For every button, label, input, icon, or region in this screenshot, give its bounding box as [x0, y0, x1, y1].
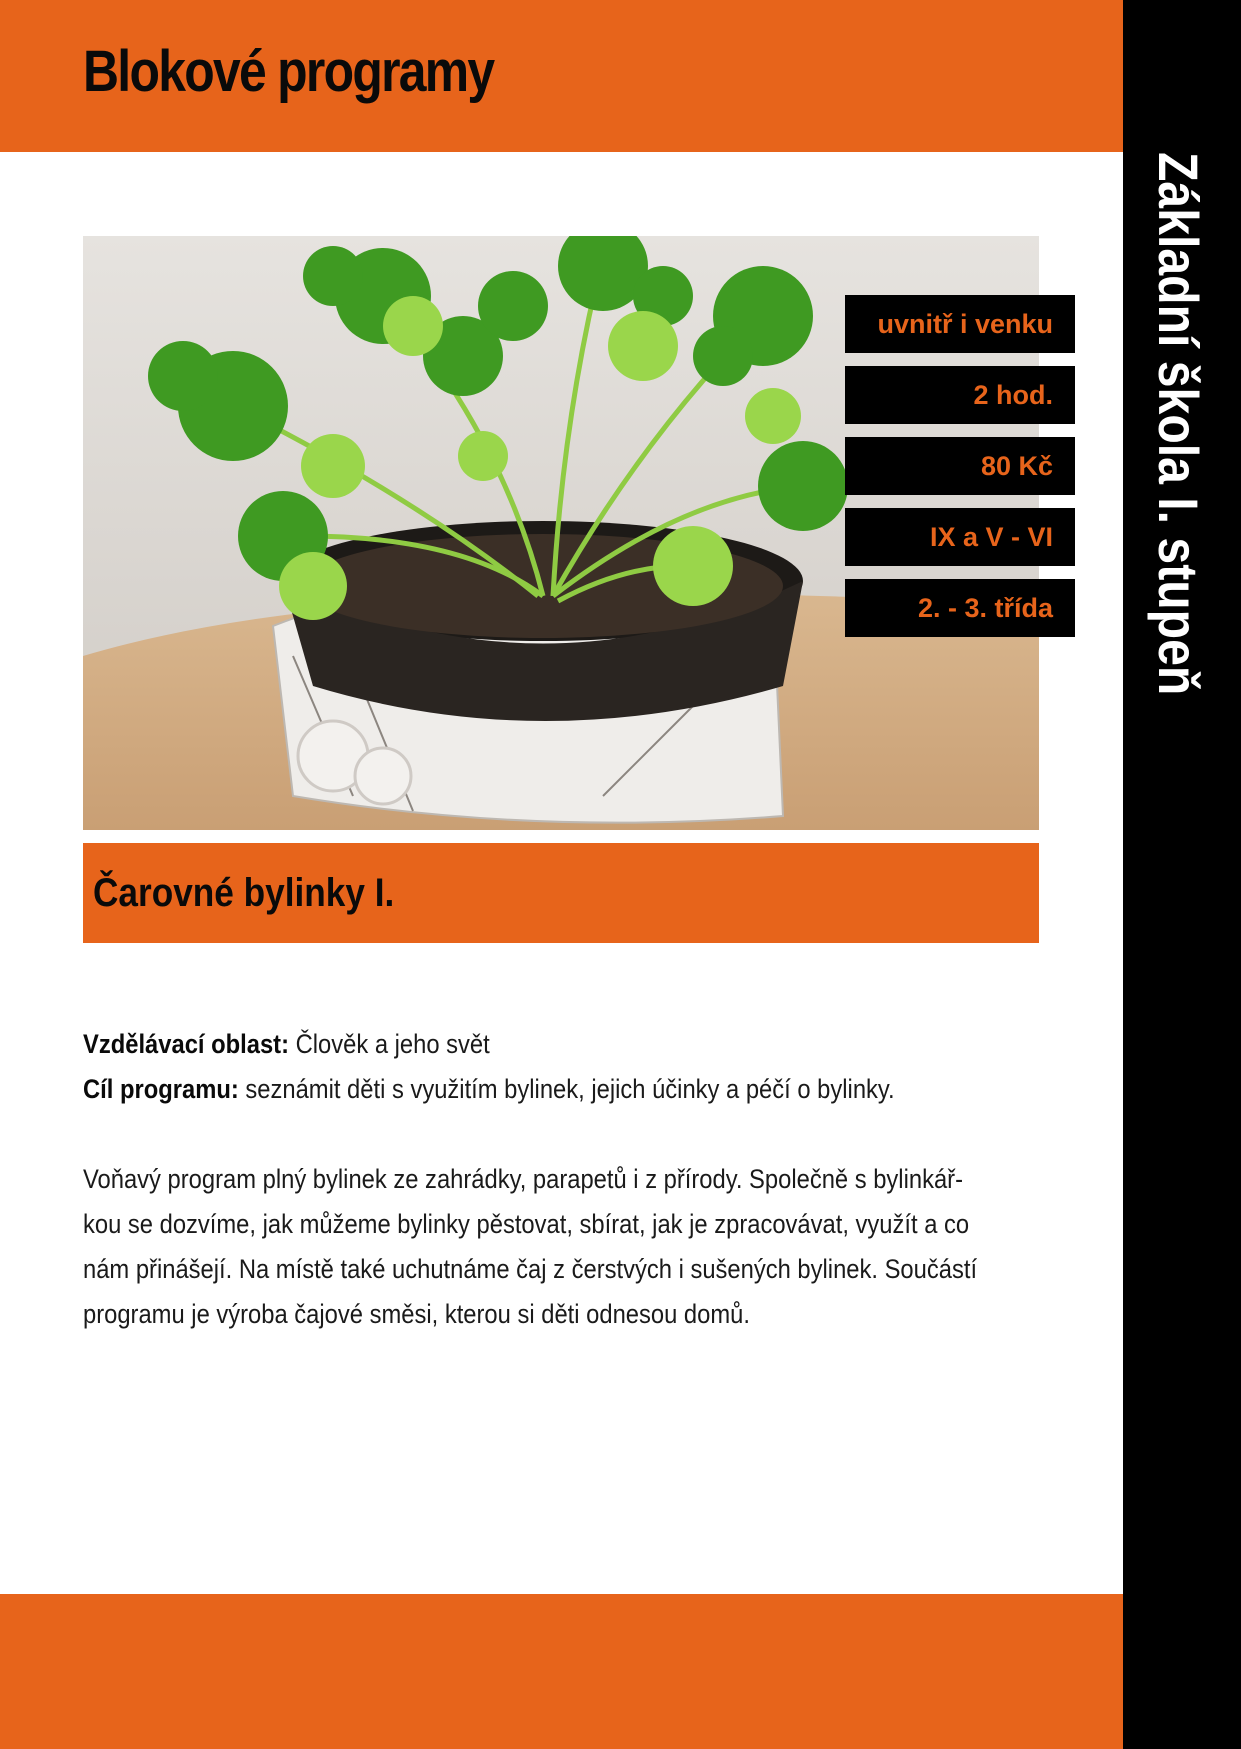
description-line: programu je výroba čajové směsi, kterou si děti odnesou domů.: [83, 1299, 750, 1329]
info-price: 80 Kč: [845, 437, 1075, 495]
info-grade: 2. - 3. třída: [845, 579, 1075, 637]
description-line: Voňavý program plný bylinek ze zahrádky, parapetů i z přírody. Společně s bylinkář-: [83, 1164, 964, 1194]
area-line: [83, 1022, 932, 1067]
program-title: Čarovné bylinky I.: [93, 871, 395, 915]
info-duration: 2 hod.: [845, 366, 1075, 424]
goal-value: seznámit děti s využitím bylinek, jejich účinky a péčí o bylinky.: [238, 1074, 895, 1104]
sidebar-label: Základní škola I. stupeň: [1147, 152, 1210, 696]
goal-label: Cíl programu:: [83, 1074, 239, 1104]
area-label: Vzdělávací oblast:: [83, 1029, 290, 1059]
info-location: uvnitř i venku: [845, 295, 1075, 353]
description-paragraph: [83, 1157, 1048, 1337]
header-band: [0, 0, 1123, 152]
program-title-bar: [83, 843, 1039, 943]
page-title: Blokové programy: [83, 39, 494, 104]
goal-line: [83, 1067, 932, 1112]
footer-band: [0, 1594, 1123, 1749]
info-months: IX a V - VI: [845, 508, 1075, 566]
description-line: kou se dozvíme, jak můžeme bylinky pěstovat, sbírat, jak je zpracovávat, využít a co: [83, 1209, 970, 1239]
sidebar-label-wrap: [1148, 152, 1208, 752]
description-line: nám přinášejí. Na místě také uchutnáme čaj z čerstvých i sušených bylinek. Součástí: [83, 1254, 978, 1284]
program-description: [83, 1022, 1048, 1337]
program-info-list: [845, 295, 1075, 640]
area-value: Člověk a jeho svět: [289, 1029, 490, 1059]
